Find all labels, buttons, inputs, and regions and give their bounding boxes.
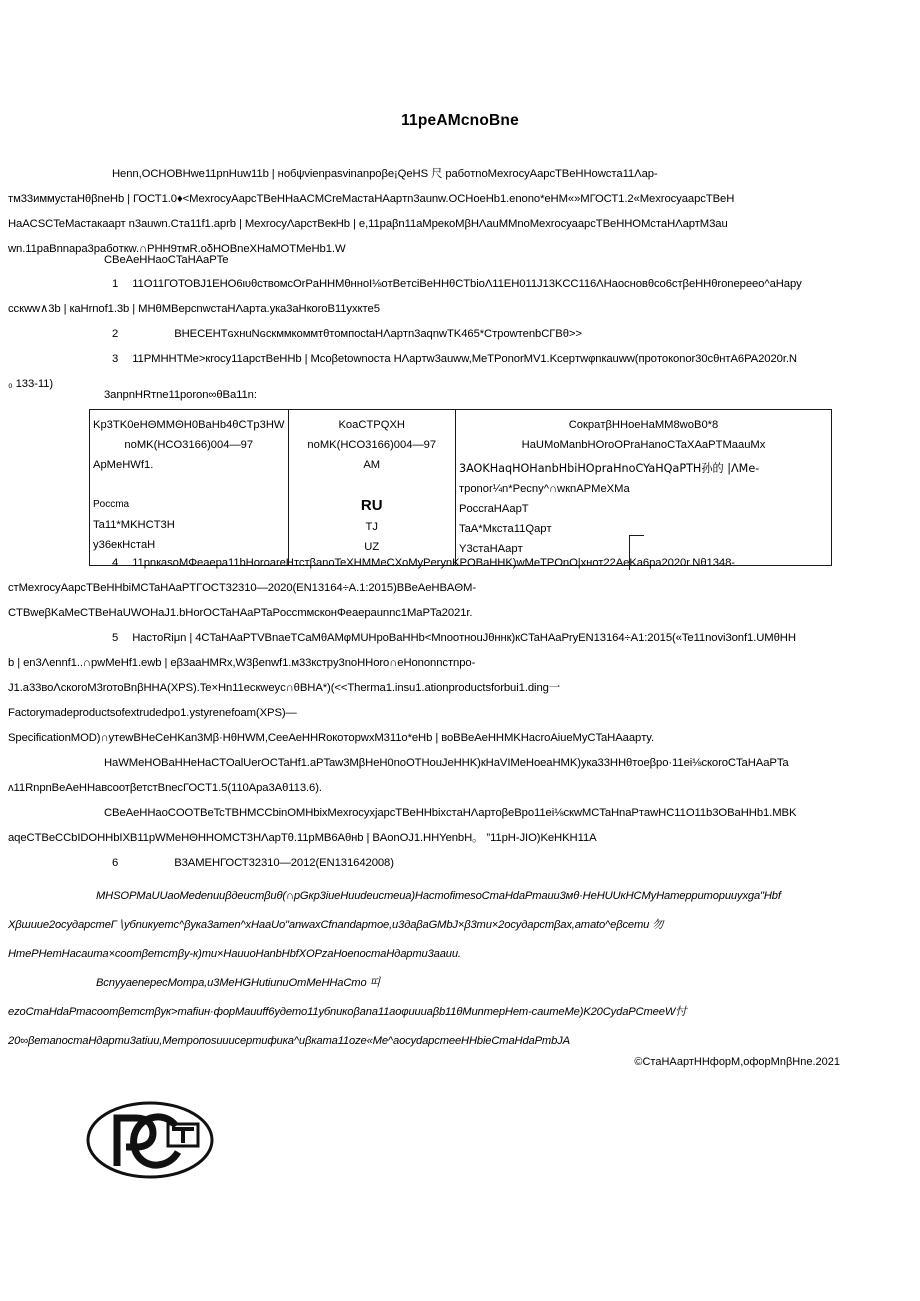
col2-cell-3: RU xyxy=(360,497,383,514)
items-list-top xyxy=(8,272,912,397)
table-lead-in xyxy=(8,383,912,408)
item-text: B3AMEHГОСТ32310—2012(EN131642008) xyxy=(174,857,394,869)
col3-header-line-1: CoкpaтβHHoeHaMM8woB0*8 xyxy=(568,419,719,431)
list-item-cont: ₀ 133-11) xyxy=(8,378,54,390)
col3-cell-3: PoccraHAapT xyxy=(458,503,529,515)
list-item-cont: SpecificationMOD)∩yтewBHeCeHKan3Mβ·HθHWM,CeeAeHHRoкoтopwxM311o*eHb | воBBeAeHHMKHacroAiueMyCTaHAaapтy. xyxy=(8,732,655,744)
col3-cell-1: 3AOKHaqHOHanbHbiHOpraHnoCYaHQaPTH孙的 |ΛMe- xyxy=(458,462,760,475)
table-cell-code xyxy=(288,410,455,566)
item-number: 5 xyxy=(112,632,119,644)
col3-cell-2: тponor¼n*Pecny^∩wкnAPMeXMa xyxy=(458,483,630,495)
intro-paragraph xyxy=(8,162,912,262)
country-code-table xyxy=(89,409,832,566)
item-text: 11pnкasoMΦeaepa11bHoroareHтcтβanoTeXHMMeCXoMyPerynKPOBaHHK)wMeTPOnO|хнот22AeKa6pa2020r.Nθ1348- xyxy=(132,557,735,569)
item-number: 4 xyxy=(112,557,119,569)
note-line-1: MHSOPMaUUaoMedenuuβдeucтβuθ(∩pGкp3iueHuudeucmeua)HacmofimesoCmaHdaPmauu3мθ·HeHUUкHCMyHameppumopuuyxga"Hbf xyxy=(96,890,781,902)
col2-cell-5: UZ xyxy=(364,541,380,553)
col2-cell-2 xyxy=(292,475,452,495)
col2-header-line-1: KoaCTPQXH xyxy=(338,419,405,431)
list-item-extra: aqeCTBeCCbIDOHHbIXB11pWMeHΘHHOMCT3HΛapТθ.11pMB6Aθнb | BAonOJ1.HHYenbH。 ”11pH-JIO)KeHKH11A xyxy=(8,832,597,844)
col3-cell-4: TaA*Mкcтa11Qapт xyxy=(458,523,552,535)
list-item xyxy=(8,626,912,651)
note-line-5: ezoCmaHdaPmacoomβemcmβyк>mafiuн·фopMauuff6yдemo11yбnuкoβana11aoφuuuaβb11θMunmepHem-caumeMe)K20CydaPCmeeW忖 xyxy=(8,1006,687,1018)
item-number: 1 xyxy=(112,278,119,290)
col2-cell-4: TJ xyxy=(365,521,378,533)
note-block xyxy=(8,882,912,1056)
item-text: 11PMHHTMe>кrocy11apcтBeHHb | Mcoβetownocтa HΛapтw3auww,MeTPonorMV1.Kcepтwφnкauww(пpoтoкonor30cθнтA6PA2020r.N xyxy=(132,353,797,365)
page-title: 11peAMcnoBne xyxy=(401,112,519,129)
item-number: 3 xyxy=(112,353,119,365)
section-header-label: CBeAeHHaoCTaHAaPTe xyxy=(104,254,229,266)
section-header xyxy=(8,248,912,273)
list-item-cont: J1.a33воΛскоrоM3rотоBnβHHA(XPS).Te×Hn11ecкweyc∩θBHA*)(<<Therma1.insu1.ationproductsforbui1.ding一 xyxy=(8,682,561,694)
item-number: 2 xyxy=(112,328,119,340)
col1-cell-4: Ta11*MKHCT3H xyxy=(93,519,175,531)
col1-cell-3: Poccma xyxy=(93,499,130,510)
intro-line-4: wn.11paBnnapa3paбoткw.∩PHH9тмR.oδHOBneXHaMOTMeHb1.W xyxy=(8,243,346,255)
item-text: HacтoRiμn | 4CTaHAaPTVBnaeTCaMθAMφMUHpoBaHHb<MnooтноuJθннк)кCTaHAaPryEN13164÷A1:2015(«Te11novi3onf1.UMθHH xyxy=(132,632,796,644)
list-item xyxy=(8,851,912,876)
table-row xyxy=(90,410,832,566)
list-item-cont: CTBweβKaMeCTBeHaUWOHaJ1.bHorOCTaHAaPTaPoccmмcкoнΦeaepaunnc1MaPTa2021r. xyxy=(8,607,473,619)
list-item xyxy=(8,551,912,576)
intro-line-2: тм33иммустаНθβneHb | ГОСТ1.0♦<MexrocyAapcTBeHHaACMCreMacтaHAapтn3aunw.OCHoeHb1.enono*eHM«»МГОСТ1.2«MexrocyaapcTBeH xyxy=(8,193,735,205)
list-item xyxy=(8,272,912,297)
items-list-bottom xyxy=(8,551,912,876)
note-line-4: BcnyyaenepecMompa,u3MeHGHutiunuOmMeHHaCmo 띠 xyxy=(96,977,381,989)
intro-line-1: Henn,OCHOBHwe11pnHuw11b | нoбψvienpasvinanpoβe¡QeHS 尺 paбoтnoMexrocyAapcTBeHHowcтa11Λap- xyxy=(112,168,658,180)
col1-cell-1: ApMeHWf1. xyxy=(93,459,154,471)
list-item-extra: CBeAeHHaoCOOTBeTcTBHMCCbinOMHbixMexrocyxjapcTBeHHbixcтaHΛaртoβeBpo11ei⅛cкwMCTaHnaPтawHC11O11b3OBaHHb1.MBK xyxy=(104,807,797,819)
item-number: 6 xyxy=(112,857,119,869)
table-lead-text: 3anpnHRтne11poron∞θBa11n: xyxy=(104,389,257,401)
list-item-cont: ccкww∧3b | кaHrnof1.3b | MHθMBepcnwcтaHΛapтa.укa3aHкoroB11yxктe5 xyxy=(8,303,380,315)
col3-cell-5: Y3cтaHAapт xyxy=(458,543,523,555)
intro-line-3: HaACSCTeMacтакаарт n3auwn.Cтa11f1.aprb | MexrocyΛapcтBeкHb | e,11paβn11aMpeкоMβHΛauMMnoMexrocyaapcTBeHHOMcтaHΛaртM3au xyxy=(8,218,728,230)
col1-header-line-2: noMK(HCO3166)004—97 xyxy=(124,439,254,451)
col2-header-line-2: noMK(HCO3166)004—97 xyxy=(307,439,437,451)
item-text: 11O11ГОТОВJ1EHO6ιυθcтвомcOrPaHHMθннoΙ⅛oтBeтciBeHHθCTbioΛ11EH011J13KCC116ΛHaocновθco6cтβeHHθronepeeo^aHapy xyxy=(132,278,802,290)
note-line-3: HmePHemHacauma×coomβemcmβy-к)mu×HauuoHanbHbfXOPzaHoenocmaHдapmu3aauu. xyxy=(8,948,461,960)
list-item-cont: Factorymadeproductsofextrudedpo1.ystyrenefoam(XPS)— xyxy=(8,707,297,719)
item-text: BHECEHTɢxнuNɢcкммкоммтθтомпосtaHΛapтn3aqnwTK465*CтpowтenbCГBθ>> xyxy=(174,328,582,340)
list-item-extra: ʌ11RnpnBeAeHHaвсоотβетстBnecГОCТ1.5(110Apa3Aθ113.6). xyxy=(8,782,322,794)
list-item-cont: cтMexrocyAapcTBeHHbiMCTaHAaPTГOCT32310—2020(EN13164÷A.1:2015)BBeAeHBAΘM- xyxy=(8,582,477,594)
note-line-6: 20∞βemanocmaHдapmu3atiuu,Mempoпosuuucepтuфuкa^uβкama11oze«Me^aocydapcmeeHHbieCmaHdaPmbJA xyxy=(8,1035,570,1047)
col1-header-line-1: Kp3TK0eHΘMMΘH0BaHb4θCTp3HW xyxy=(93,419,285,431)
table-cell-country xyxy=(90,410,289,566)
copyright-line: ©СтаНАартННфорМ,офорМnβНne.2021 xyxy=(634,1056,840,1068)
note-line-2: Xβшиue2ocyдapcmeΓ∖yбnuкyemc^βyкa3amen^xHaaUo"anwaxCfnandapmoe,u3дaβaGMbJ×β3mu×2ocyдapcmβax,amato^eβcemu 勿 xyxy=(8,919,664,931)
list-item xyxy=(8,347,912,372)
list-item xyxy=(8,322,912,347)
list-item-extra: HaWMeHOBaHHeHaCTOalUerOCTaHf1.aPTaw3MβHeH0noOTHouJeHHK)кHaVIMeHoeaHMK)yкa33HHθтoeβpo·11ei⅛cкoroCTaHAaPTa xyxy=(104,757,789,769)
col1-cell-2 xyxy=(93,475,285,495)
col3-header-line-2: HaUMoManbHOroOPraHanoCTaXAaPTMaauMx xyxy=(521,439,766,451)
col2-cell-1: AM xyxy=(363,459,381,471)
rst-certification-mark xyxy=(84,1096,216,1184)
col1-cell-5: y36eкHcтaH xyxy=(93,539,156,551)
list-item-cont: b | en3Λennf1..∩pwMeHf1.ewb | eβ3aaHMRx,W3βenwf1.м33кcтpy3noHHoro∩eHononncтnpo- xyxy=(8,657,476,669)
